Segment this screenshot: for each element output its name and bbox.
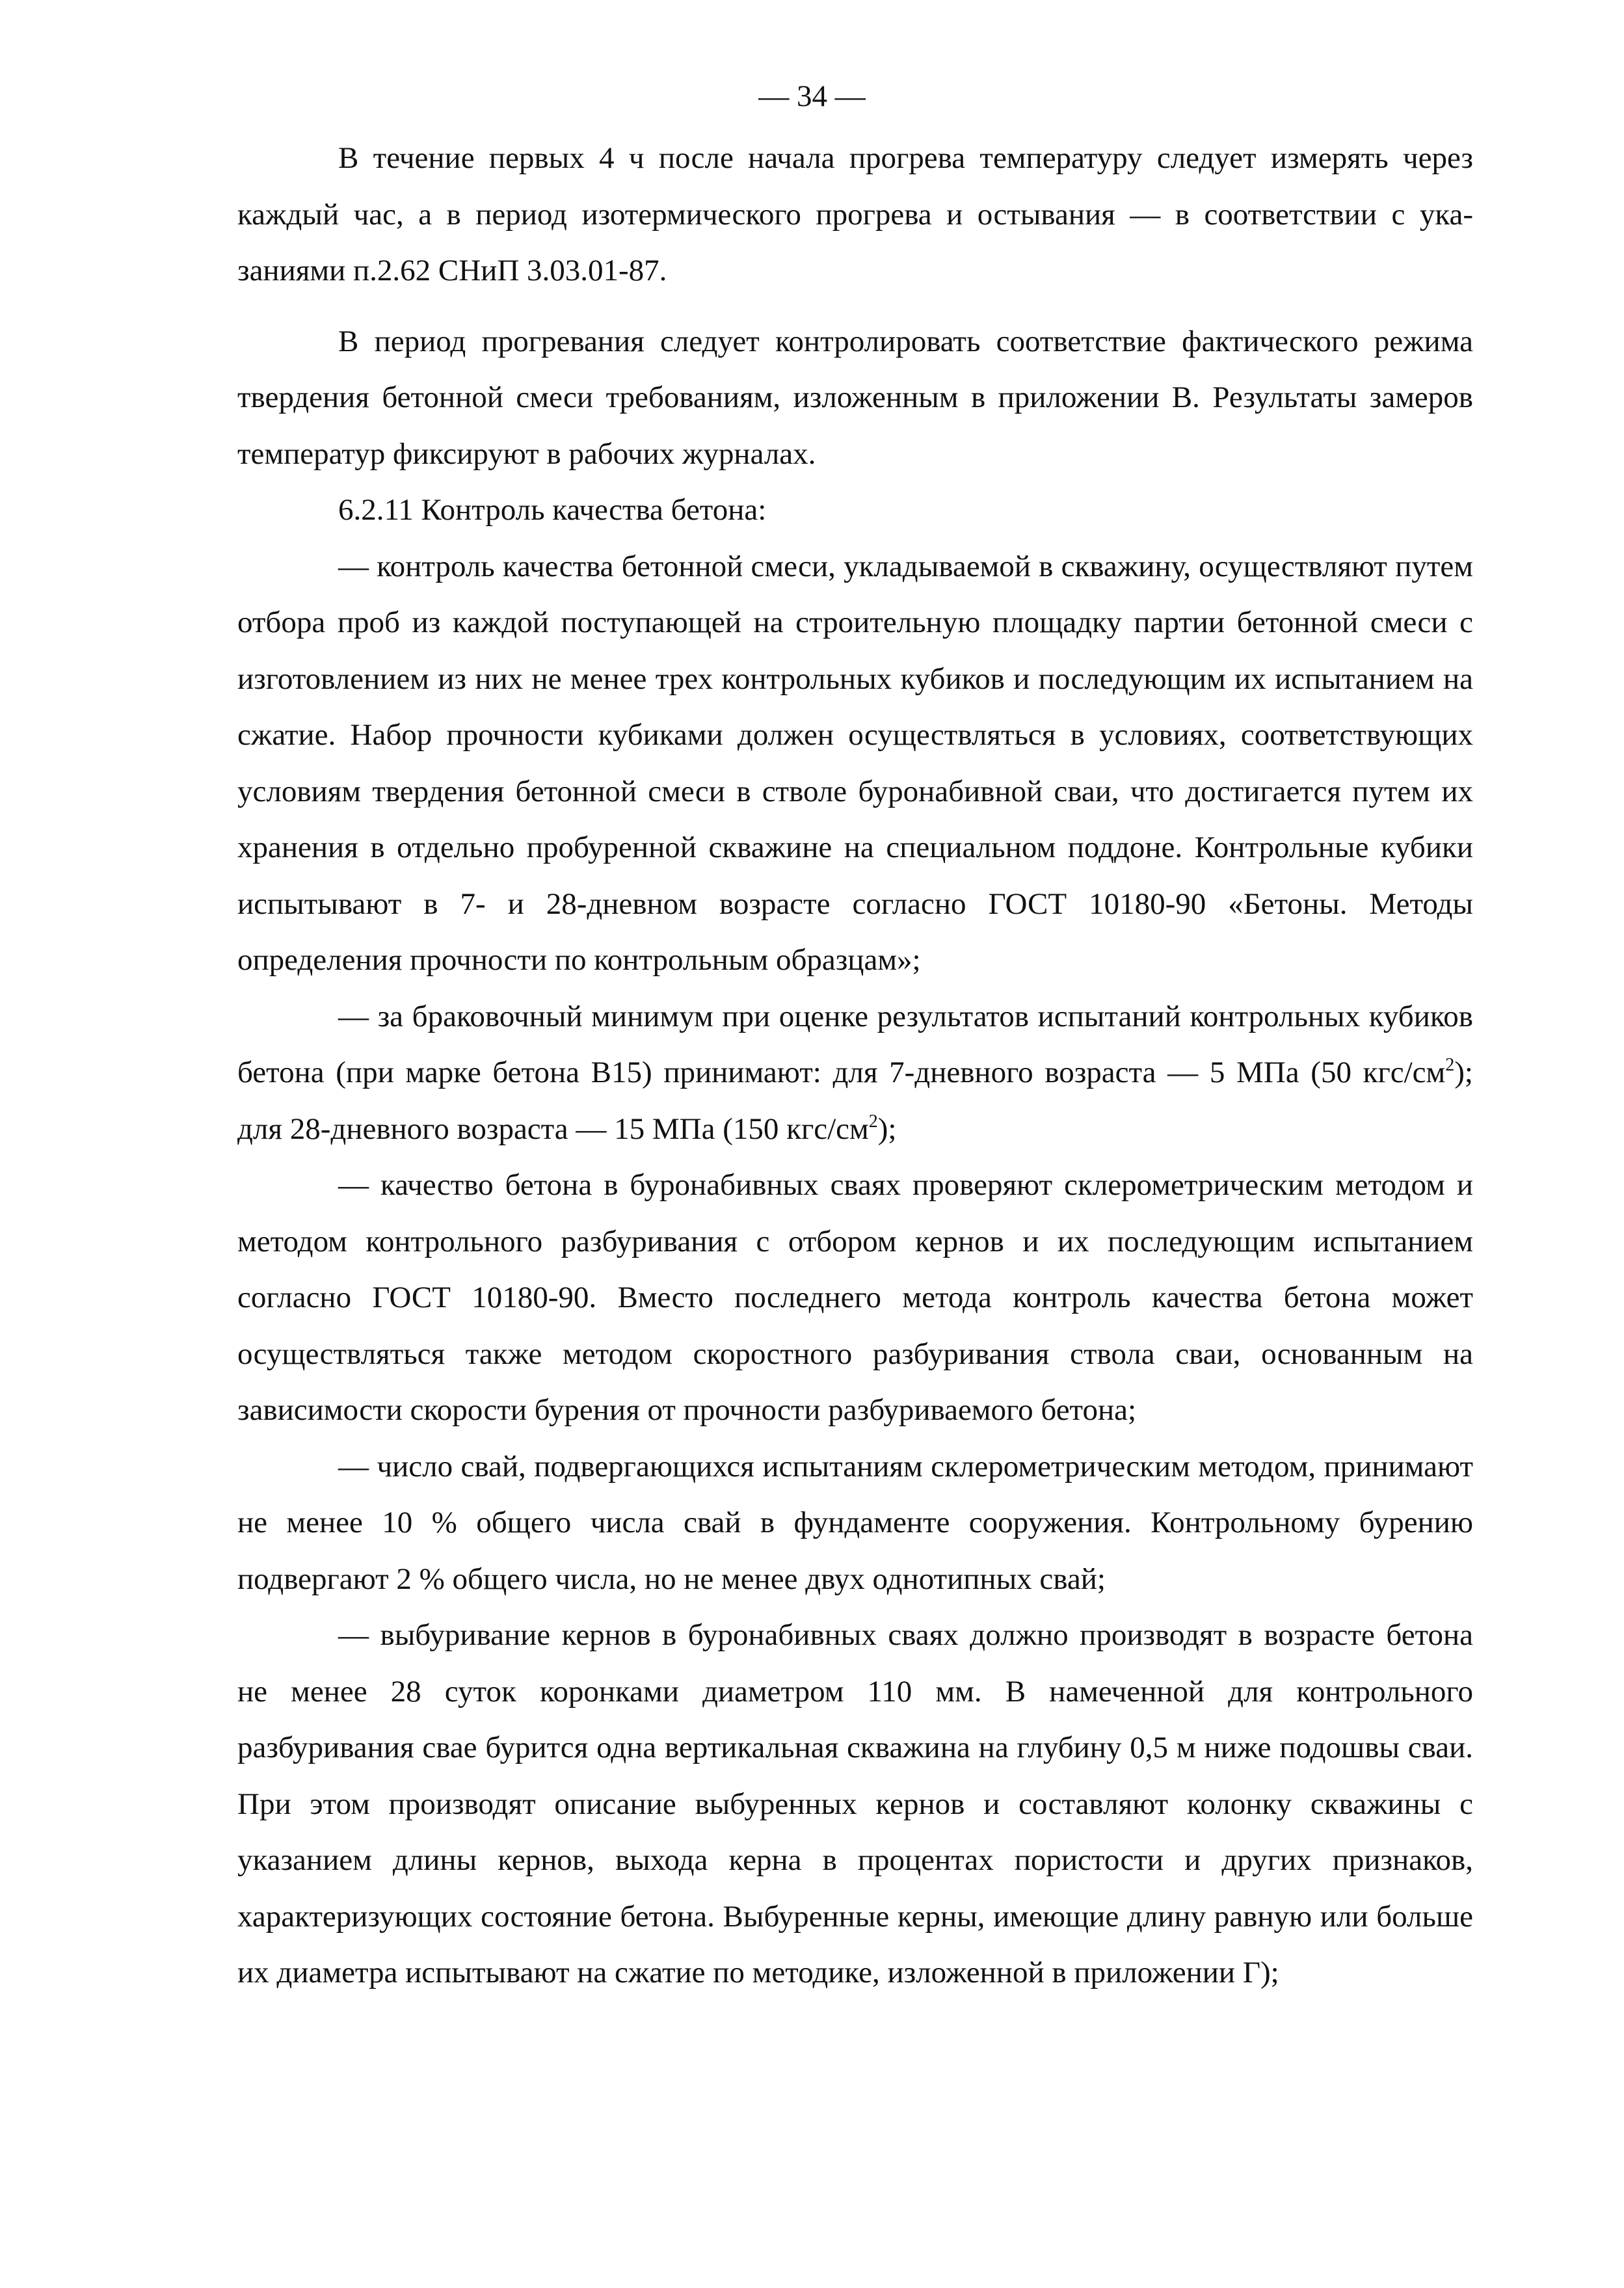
- paragraph-concrete-mix-control: — контроль качества бетонной смеси, укладываемой в скважину, осуществляют путем отбора проб из каждой поступающей на строительную площадку партии бетонной смеси с изготовлением из них не менее трех контрольных кубиков и последующим их испытанием на сжатие. Набор прочности кубиками должен осуществляться в условиях, соответствующих условиям твердения бетонной смеси в стволе буронабивной сваи, что достигается путем их хранения в отдельно пробуренной скважине на специальном поддоне. Контрольные кубики испытывают в 7- и 28-дневном возрасте согласно ГОСТ 10180-90 «Бетоны. Методы определения прочности по контрольным образцам»;: [237, 549, 1473, 977]
- paragraph-rejection-minimum: [237, 989, 1473, 1158]
- paragraph-quality-check-methods: — качество бетона в буронабивных сваях проверяют склерометрическим методом и методом контрольного разбуривания с отбором кернов и их последующим испытанием согласно ГОСТ 10180-90. Вместо последнего метода контроль качества бетона может осуществляться также методом скоростного разбуривания ствола сваи, основанным на зависимости скорости бурения от прочности разбуриваемого бетона;: [237, 1168, 1473, 1427]
- paragraph-core-drilling: — выбуривание кернов в буронабивных сваях должно производят в возрасте бетона не менее 28 суток коронками диаметром 110 мм. В намеченной для контрольного разбуривания свае бурится одна вертикальная скважина на глубину 0,5 м ниже подошвы сваи. При этом производят описание выбуренных кернов и составляют колонку скважины с указанием длины кернов, выхода керна в процентах пористости и других признаков, характеризующих состояние бетона. Выбуренные керны, имеющие длину равную или больше их диаметра испытывают на сжатие по методике, изложенной в приложении Г);: [237, 1618, 1473, 1989]
- rejection-text-part-1: — за браковочный минимум при оценке результатов испытаний контрольных кубиков бетона (при марке бетона В15) принимают: для 7-дневного возраста — 5 МПа (50 кгс/см: [237, 999, 1473, 1089]
- superscript-squared-1: 2: [1445, 1055, 1455, 1075]
- paragraph-number-of-piles: — число свай, подвергающихся испытаниям склерометрическим методом, принимают не менее 10 % общего числа свай в фундаменте сооружения. Контрольному бурению подвергают 2 % общего числа, но не менее двух однотипных свай;: [237, 1449, 1473, 1596]
- paragraph-heating-control: В период прогревания следует контролировать соответствие фактического режима твердения бетонной смеси требованиям, изложенным в приложении В. Результаты замеров температур фиксируют в рабочих журналах.: [237, 324, 1473, 471]
- paragraph-temperature-measurement: В течение первых 4 ч после начала прогрева температуру следует измерять через каждый час, а в период изотермического прогрева и остывания — в соответствии с указаниями п.2.62 СНиП 3.03.01-87.: [237, 141, 1473, 287]
- section-heading-6-2-11: 6.2.11 Контроль качества бетона:: [338, 493, 767, 527]
- rejection-text-part-3: );: [877, 1111, 897, 1146]
- page-number: — 34 —: [758, 79, 866, 113]
- superscript-squared-2: 2: [868, 1111, 878, 1132]
- body-text: [237, 130, 1473, 2001]
- rejection-text-part-2: ); для 28-дневного возраста — 15 МПа (150 кгс/см: [237, 1056, 1473, 1146]
